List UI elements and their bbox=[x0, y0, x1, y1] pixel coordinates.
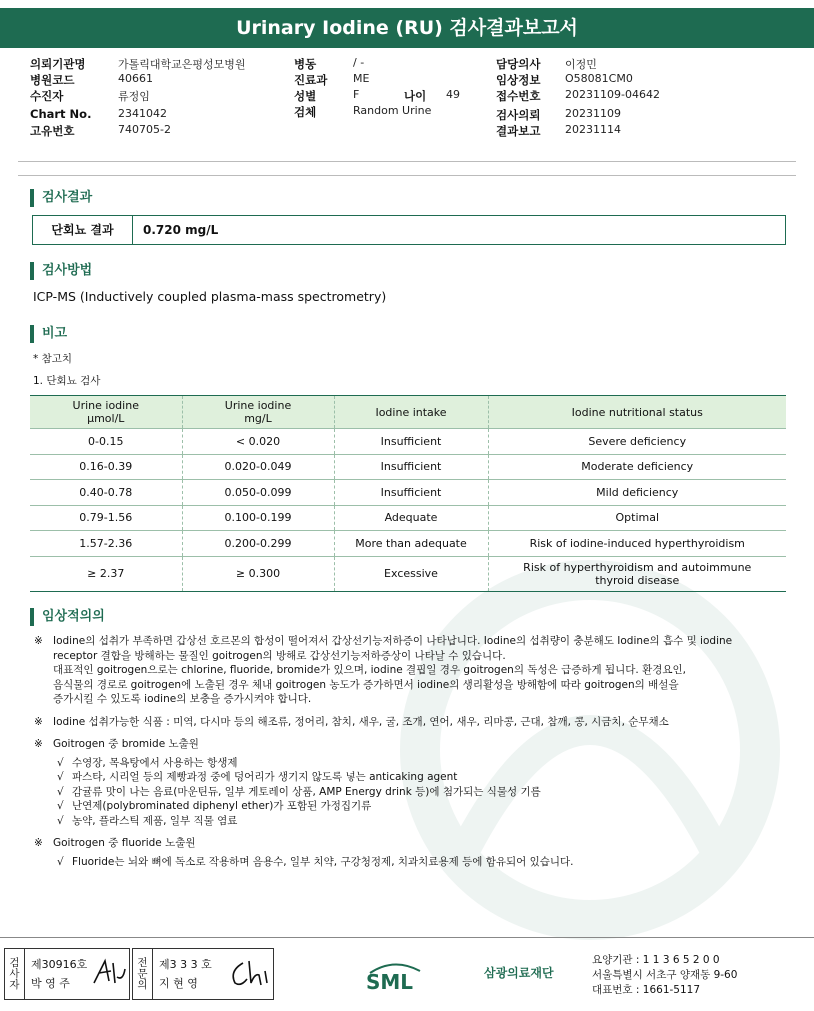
table-header: Iodine intake bbox=[334, 396, 488, 429]
table-cell: More than adequate bbox=[334, 531, 488, 557]
info-label: 임상정보 bbox=[496, 73, 541, 87]
note-line: Iodine 섭취가능한 식품 : 미역, 다시마 등의 해조류, 정어리, 참치, 새우, 굴, 조개, 연어, 새우, 리마콩, 근대, 참깨, 콩, 시금치, 순무채소 bbox=[53, 715, 669, 728]
reference-mark-icon: ※ bbox=[34, 837, 43, 849]
result-value: 0.720 mg/L bbox=[143, 223, 219, 237]
table-cell: 0.16-0.39 bbox=[30, 454, 182, 480]
bromide-list bbox=[53, 756, 794, 829]
section-title-result: 검사결과 bbox=[30, 189, 92, 207]
table-cell: < 0.020 bbox=[182, 429, 334, 455]
table-cell: 0.79-1.56 bbox=[30, 505, 182, 531]
info-row bbox=[30, 56, 790, 72]
table-row bbox=[30, 429, 786, 455]
reference-table bbox=[30, 395, 786, 592]
section-title-clinical: 임상적의의 bbox=[30, 608, 105, 626]
signature-body bbox=[25, 949, 87, 999]
report-title: Urinary Iodine (RU) 검사결과보고서 bbox=[0, 8, 814, 48]
reference-mark-icon: ※ bbox=[34, 635, 43, 647]
info-label: 진료과 bbox=[294, 73, 328, 87]
check-icon: √ bbox=[57, 756, 64, 769]
signer-name: 지 현 영 bbox=[159, 977, 198, 990]
note-line: Iodine의 섭취가 부족하면 갑상선 호르몬의 합성이 떨어져서 갑상선기능저하증이 나타납니다. Iodine의 섭취량이 충분해도 Iodine의 흡수 및 iodine bbox=[53, 635, 733, 647]
clinical-notes bbox=[34, 634, 794, 877]
section-title-method: 검사방법 bbox=[30, 262, 92, 280]
info-value: O58081CM0 bbox=[565, 72, 633, 85]
table-cell: Insufficient bbox=[334, 480, 488, 506]
info-value: 20231114 bbox=[565, 123, 621, 136]
reference-mark-icon: ※ bbox=[34, 715, 43, 728]
note-line: 증가시킬 수 있도록 iodine의 보충을 증가시켜야 합니다. bbox=[53, 693, 312, 705]
note-item bbox=[34, 634, 794, 707]
method-text: ICP-MS (Inductively coupled plasma-mass spectrometry) bbox=[33, 289, 387, 304]
table-cell: Excessive bbox=[334, 556, 488, 591]
info-label: 검사의뢰 bbox=[496, 108, 541, 122]
info-value: F bbox=[353, 88, 360, 101]
table-cell: ≥ 2.37 bbox=[30, 556, 182, 591]
license-number: 제3 3 3 호 bbox=[159, 958, 212, 971]
signer-name: 박 영 주 bbox=[31, 977, 70, 990]
info-value: 20231109-04642 bbox=[565, 88, 660, 101]
fluoride-list bbox=[53, 855, 794, 870]
info-label: 의뢰기관명 bbox=[30, 57, 86, 71]
note-title: Goitrogen 중 bromide 노출원 bbox=[53, 738, 199, 750]
info-value: 2341042 bbox=[118, 107, 167, 120]
list-item: √ 감귤류 맛이 나는 음료(마운틴듀, 일부 게토레이 상품, AMP Energy drink 등)에 첨가되는 식물성 기름 bbox=[57, 785, 541, 798]
table-header-row bbox=[30, 396, 786, 429]
table-header: Urine iodine mg/L bbox=[182, 396, 334, 429]
info-label: 검체 bbox=[294, 105, 317, 119]
table-cell: Adequate bbox=[334, 505, 488, 531]
info-value: 740705-2 bbox=[118, 123, 171, 136]
reference-sub-label: 1. 단회뇨 검사 bbox=[33, 375, 101, 387]
signature-icon bbox=[91, 957, 127, 989]
contact-line: 서울특별시 서초구 양재동 9-60 bbox=[592, 969, 738, 981]
list-item: √ 난연제(polybrominated diphenyl ether)가 포함된 가정집기류 bbox=[57, 800, 372, 812]
info-row bbox=[30, 104, 790, 123]
info-value: 40661 bbox=[118, 72, 153, 85]
check-icon: √ bbox=[57, 800, 64, 812]
result-box bbox=[32, 215, 786, 245]
table-row bbox=[30, 556, 786, 591]
list-item: √ Fluoride는 뇌와 뼈에 독소로 작용하며 음용수, 일부 치약, 구강청정제, 치과치료용제 등에 함유되어 있습니다. bbox=[57, 855, 574, 868]
signature-box-examiner bbox=[4, 948, 130, 1000]
table-cell: Insufficient bbox=[334, 454, 488, 480]
table-header: Iodine nutritional status bbox=[488, 396, 786, 429]
signature-body bbox=[153, 949, 212, 999]
note-line: 대표적인 goitrogen으로는 chlorine, fluoride, bromide가 있으며, iodine 결핍일 경우 goitrogen의 독성은 급증하게 됩니다. 환경요인, bbox=[53, 664, 686, 676]
info-label: 병동 bbox=[294, 57, 317, 71]
table-row bbox=[30, 505, 786, 531]
svg-text:SML: SML bbox=[366, 970, 414, 994]
signature-icon bbox=[227, 957, 271, 989]
info-label: 고유번호 bbox=[30, 124, 75, 138]
contact-info bbox=[592, 953, 737, 998]
note-item bbox=[34, 737, 794, 828]
signature-role: 전 문 의 bbox=[133, 949, 153, 999]
result-label: 단회뇨 결과 bbox=[33, 216, 133, 244]
table-cell: Risk of iodine-induced hyperthyroidism bbox=[488, 531, 786, 557]
info-label: 담당의사 bbox=[496, 57, 541, 71]
info-value: / - bbox=[353, 56, 365, 69]
table-cell: 0.050-0.099 bbox=[182, 480, 334, 506]
table-cell: Risk of hyperthyroidism and autoimmune thyroid disease bbox=[488, 556, 786, 591]
check-icon: √ bbox=[57, 785, 64, 798]
patient-info bbox=[30, 56, 790, 139]
info-row bbox=[30, 123, 790, 139]
list-item: √ 농약, 플라스틱 제품, 일부 직물 염료 bbox=[57, 814, 238, 827]
table-cell: 0.200-0.299 bbox=[182, 531, 334, 557]
table-cell: 0.020-0.049 bbox=[182, 454, 334, 480]
table-row bbox=[30, 480, 786, 506]
note-item bbox=[34, 715, 794, 730]
section-title-remarks: 비고 bbox=[30, 325, 67, 343]
info-value: 이정민 bbox=[565, 58, 597, 71]
table-row bbox=[30, 454, 786, 480]
info-value: 20231109 bbox=[565, 107, 621, 120]
info-label: 성별 bbox=[294, 89, 317, 103]
organization-name: 삼광의료재단 bbox=[484, 966, 554, 980]
table-cell: Insufficient bbox=[334, 429, 488, 455]
info-value: 49 bbox=[446, 88, 460, 101]
contact-line: 요양기관 : 1 1 3 6 5 2 0 0 bbox=[592, 954, 720, 966]
info-value: Random Urine bbox=[353, 104, 432, 117]
info-label: 수진자 bbox=[30, 89, 64, 103]
license-number: 제30916호 bbox=[31, 958, 88, 971]
check-icon: √ bbox=[57, 814, 64, 827]
table-cell: 0.100-0.199 bbox=[182, 505, 334, 531]
info-value: ME bbox=[353, 72, 370, 85]
note-item bbox=[34, 836, 794, 869]
table-cell: Mild deficiency bbox=[488, 480, 786, 506]
note-line: 음식물의 경로로 goitrogen에 노출된 경우 체내 goitrogen 농도가 증가하면서 iodine의 생리활성을 방해함에 따라 goitrogen의 배설을 bbox=[53, 678, 679, 691]
info-row bbox=[30, 88, 790, 104]
table-row bbox=[30, 531, 786, 557]
table-cell: Optimal bbox=[488, 505, 786, 531]
divider bbox=[18, 175, 796, 176]
info-value: 가톨릭대학교은평성모병원 bbox=[118, 58, 246, 71]
signature-box-specialist bbox=[132, 948, 274, 1000]
table-cell: 1.57-2.36 bbox=[30, 531, 182, 557]
footer-divider bbox=[0, 937, 814, 938]
info-row bbox=[30, 72, 790, 88]
info-label: Chart No. bbox=[30, 107, 92, 121]
list-item: √ 수영장, 목욕탕에서 사용하는 항생제 bbox=[57, 756, 238, 769]
table-cell: Severe deficiency bbox=[488, 429, 786, 455]
check-icon: √ bbox=[57, 855, 64, 868]
table-cell: 0-0.15 bbox=[30, 429, 182, 455]
note-title: Goitrogen 중 fluoride 노출원 bbox=[53, 837, 196, 849]
info-value: 류정임 bbox=[118, 90, 150, 103]
info-label: 결과보고 bbox=[496, 124, 541, 138]
reference-label: * 참고치 bbox=[33, 353, 73, 365]
note-line: receptor 결합을 방해하는 물질인 goitrogen의 방해로 갑상선기능저하증상이 나타날 수 있습니다. bbox=[53, 649, 506, 662]
signature-role: 검 사 자 bbox=[5, 949, 25, 999]
table-cell: Moderate deficiency bbox=[488, 454, 786, 480]
table-cell: 0.40-0.78 bbox=[30, 480, 182, 506]
divider bbox=[18, 161, 796, 162]
info-label: 나이 bbox=[404, 89, 427, 103]
info-label: 병원코드 bbox=[30, 73, 75, 87]
reference-mark-icon: ※ bbox=[34, 738, 43, 750]
list-item: √ 파스타, 시리얼 등의 제빵과정 중에 덩어리가 생기지 않도록 넣는 anticaking agent bbox=[57, 771, 458, 783]
contact-line: 대표번호 : 1661-5117 bbox=[592, 984, 701, 996]
info-label: 접수번호 bbox=[496, 89, 541, 103]
table-header: Urine iodine μmol/L bbox=[30, 396, 182, 429]
table-cell: ≥ 0.300 bbox=[182, 556, 334, 591]
sml-logo-icon bbox=[364, 955, 494, 995]
check-icon: √ bbox=[57, 771, 64, 783]
